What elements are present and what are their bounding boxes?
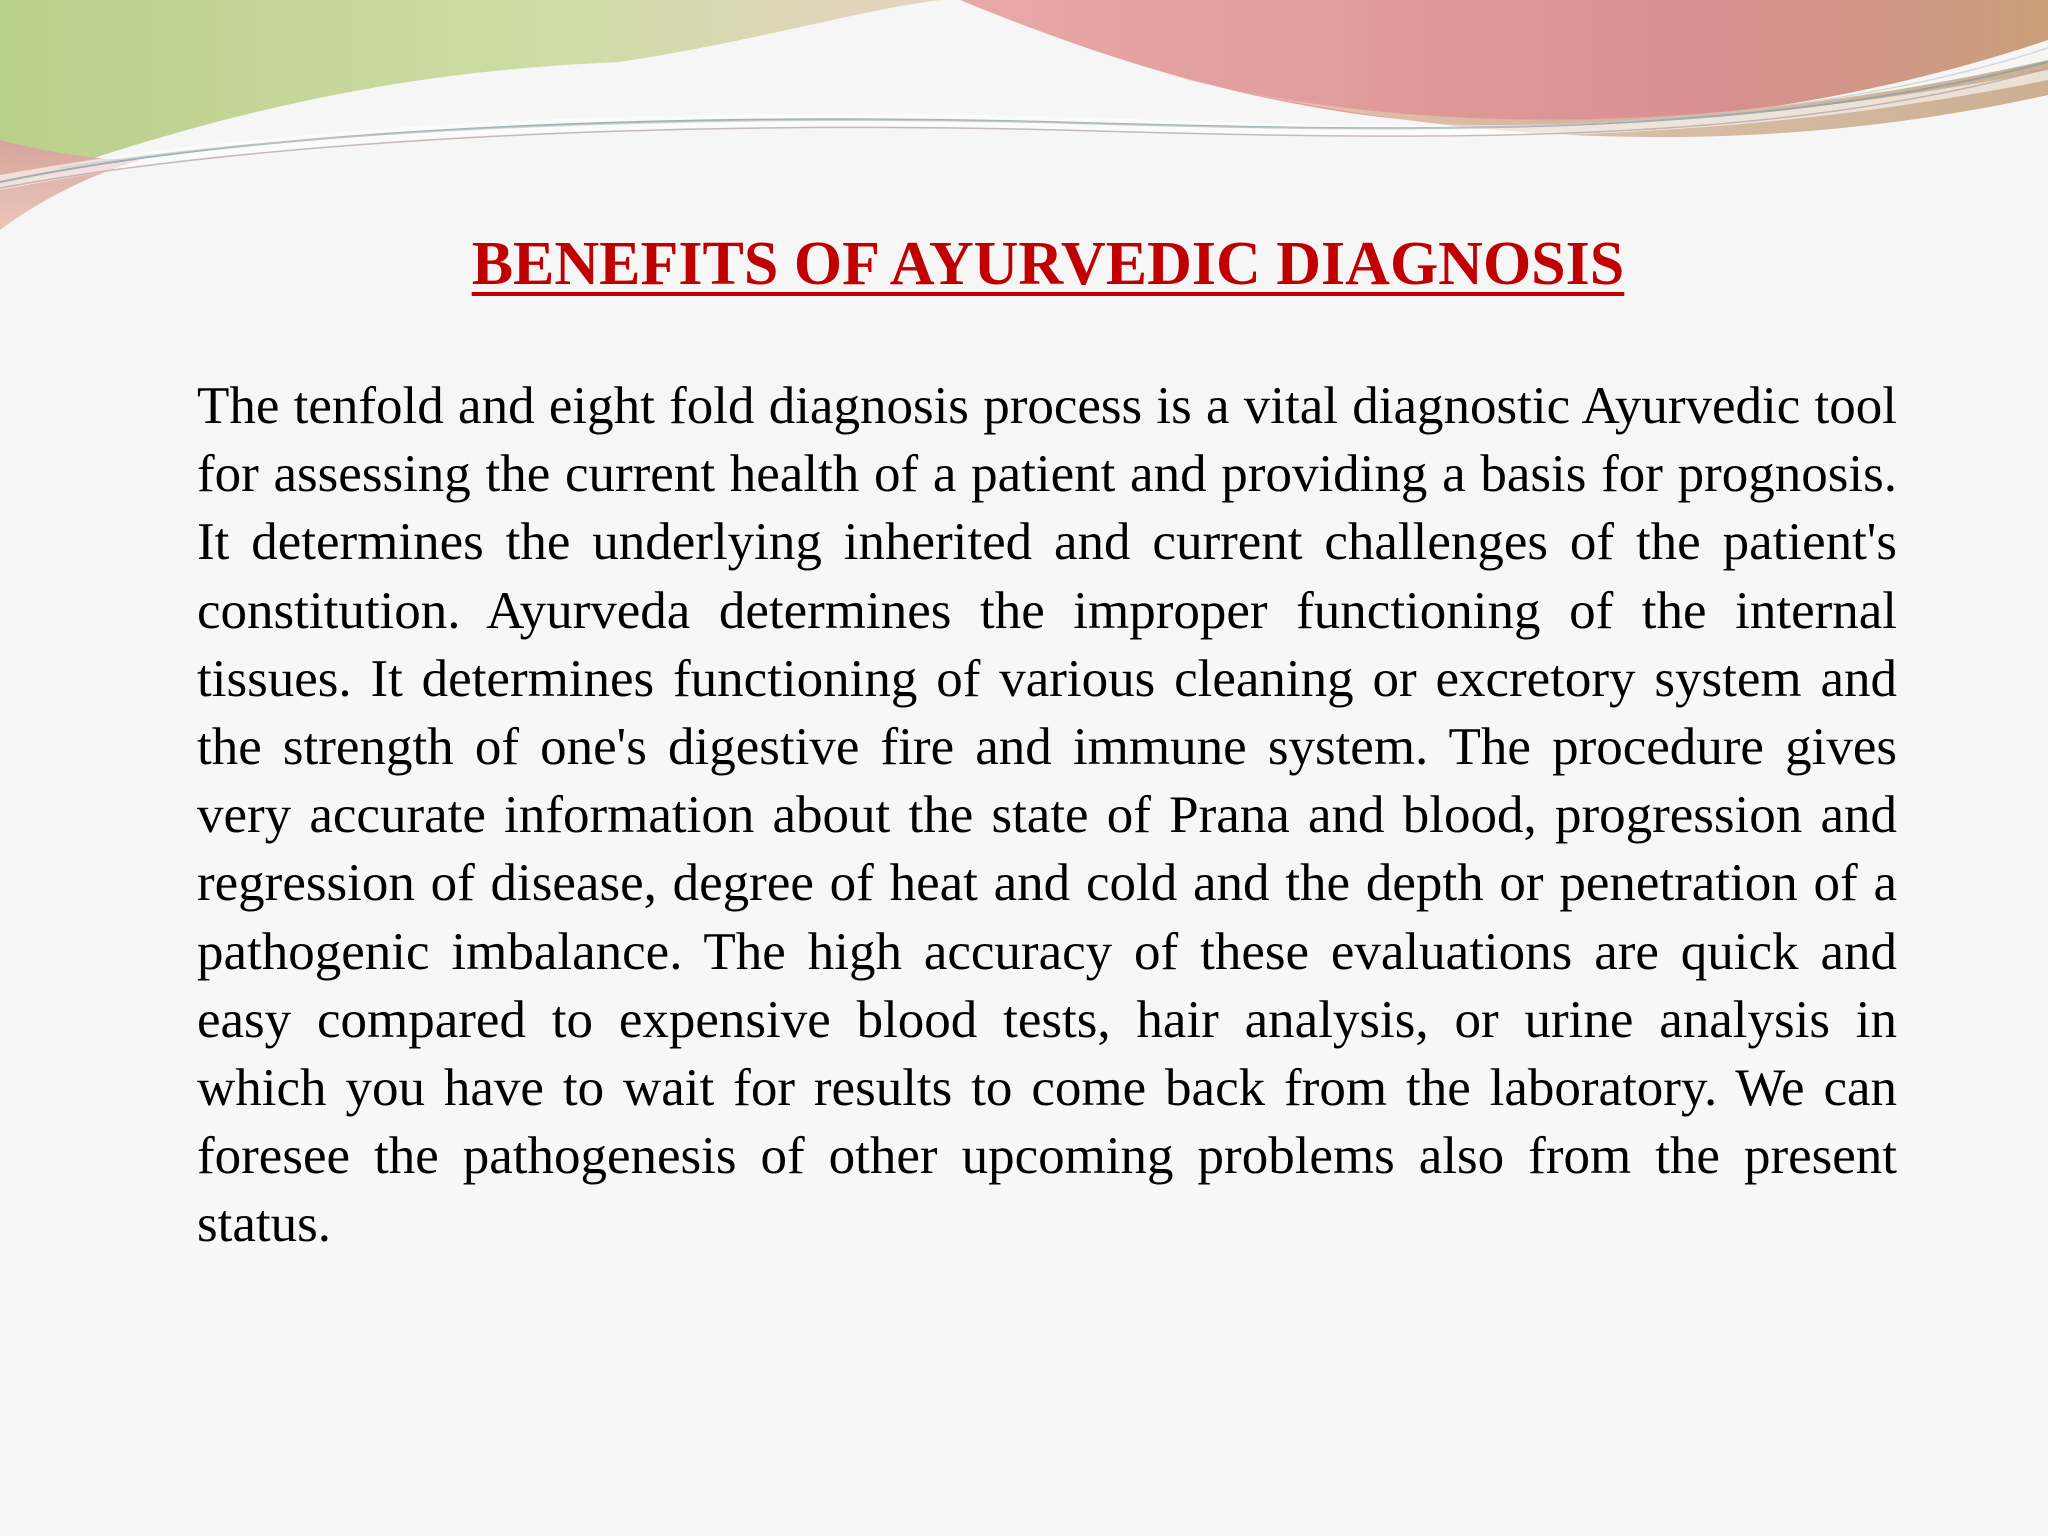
body-paragraph: The tenfold and eight fold diagnosis process is a vital diagnostic Ayurvedic tool for assessing the current health of a patient and providing a basis for prognosis. It determines the underlying inherited and current challenges of the patient's constitution. Ayurveda determines the improper functioning of the internal tissues. It determines functioning of various cleaning or excretory system and the strength of one's digestive fire and immune system. The procedure gives very accurate information about the state of Prana and blood, progression and regression of disease, degree of heat and cold and the depth or penetration of a pathogenic imbalance. The high accuracy of these evaluations are quick and easy compared to expensive blood tests, hair analysis, or urine analysis in which you have to wait for results to come back from the laboratory. We can foresee the pathogenesis of other upcoming problems also from the present status. <box>197 377 1897 1254</box>
slide-title: BENEFITS OF AYURVEDIC DIAGNOSIS <box>471 230 1625 298</box>
decorative-wave-header <box>0 0 2048 240</box>
